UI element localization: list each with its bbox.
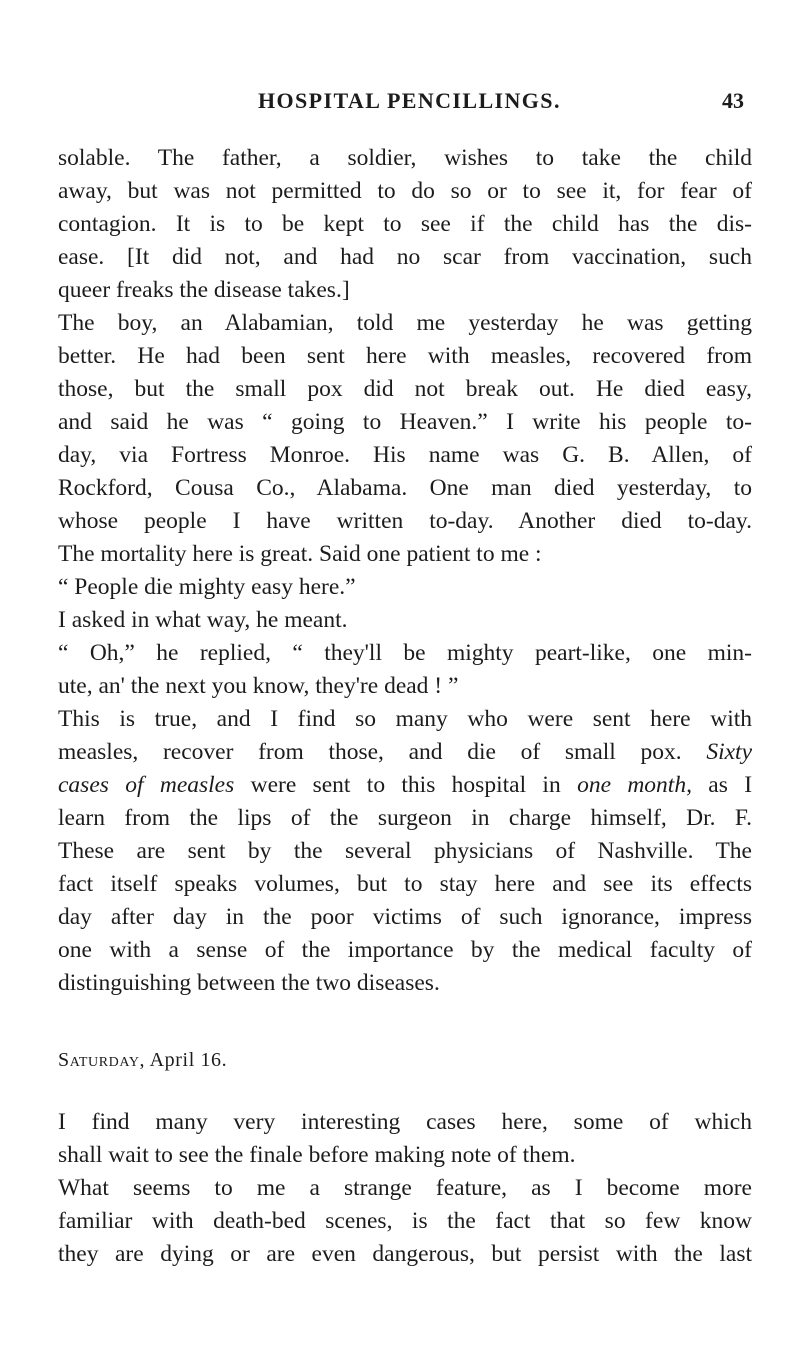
- text-line: ease. [It did not, and had no scar from vaccination, such: [58, 244, 752, 270]
- text-line: whose people I have written to-day. Another died to-day.: [58, 508, 752, 534]
- text-line: fact itself speaks volumes, but to stay here and see its effects: [58, 871, 752, 897]
- text-line: Rockford, Cousa Co., Alabama. One man died yesterday, to: [58, 475, 752, 501]
- text-line-with-italics: [58, 769, 752, 802]
- text-line: I asked in what way, he meant.: [58, 607, 348, 633]
- text-line: distinguishing between the two diseases.: [58, 970, 440, 996]
- text-line: shall wait to see the finale before making note of them.: [58, 1142, 576, 1168]
- dateline-date: April 16.: [149, 1049, 228, 1071]
- page-number: 43: [722, 88, 744, 113]
- running-head: [0, 88, 800, 118]
- text-line: familiar with death-bed scenes, is the fact that so few know: [58, 1208, 752, 1234]
- text-line: learn from the lips of the surgeon in charge himself, Dr. F.: [58, 805, 752, 831]
- text-line: These are sent by the several physicians of Nashville. The: [58, 838, 752, 864]
- text-line: away, but was not permitted to do so or to see it, for fear of: [58, 178, 752, 204]
- text-line: This is true, and I find so many who were sent here with: [58, 706, 752, 732]
- text-line: ute, an' the next you know, they're dead ! ”: [58, 673, 459, 699]
- text-line: one with a sense of the importance by the medical faculty of: [58, 937, 752, 963]
- text-line: The mortality here is great. Said one patient to me :: [58, 541, 542, 567]
- text-segment: were sent to this hospital in: [250, 772, 561, 798]
- text-line: The boy, an Alabamian, told me yesterday he was getting: [58, 310, 752, 336]
- dateline-day: Saturday,: [58, 1049, 146, 1071]
- dateline: [58, 1044, 227, 1077]
- text-line: day after day in the poor victims of such ignorance, impress: [58, 904, 752, 930]
- text-line: and said he was “ going to Heaven.” I write his people to-: [58, 409, 752, 435]
- text-line: I find many very interesting cases here, some of which: [58, 1109, 752, 1135]
- italic-segment: Sixty: [706, 739, 753, 765]
- text-line: they are dying or are even dangerous, but persist with the last: [58, 1241, 752, 1267]
- italic-segment: measles: [159, 772, 235, 798]
- text-line: those, but the small pox did not break out. He died easy,: [58, 376, 752, 402]
- body-text-second-section: [58, 1106, 752, 1271]
- text-line: solable. The father, a soldier, wishes to take the child: [58, 145, 752, 171]
- text-line: queer freaks the disease takes.]: [58, 277, 350, 303]
- text-line: better. He had been sent here with measles, recovered from: [58, 343, 752, 369]
- text-line: “ Oh,” he replied, “ they'll be mighty peart-like, one min-: [58, 640, 752, 666]
- text-segment: measles, recover from those, and die of small pox.: [58, 739, 682, 765]
- text-line: What seems to me a strange feature, as I become more: [58, 1175, 752, 1201]
- italic-segment: one month,: [577, 772, 692, 798]
- text-line: contagion. It is to be kept to see if the child has the dis-: [58, 211, 752, 237]
- italic-segment: cases of: [58, 772, 144, 798]
- text-line-with-italics: [58, 736, 752, 769]
- running-title: HOSPITAL PENCILLINGS.: [258, 88, 561, 113]
- body-text: [58, 142, 752, 1000]
- text-segment: as I: [708, 772, 753, 798]
- text-line: day, via Fortress Monroe. His name was G. B. Allen, of: [58, 442, 752, 468]
- text-line: “ People die mighty easy here.”: [58, 574, 356, 600]
